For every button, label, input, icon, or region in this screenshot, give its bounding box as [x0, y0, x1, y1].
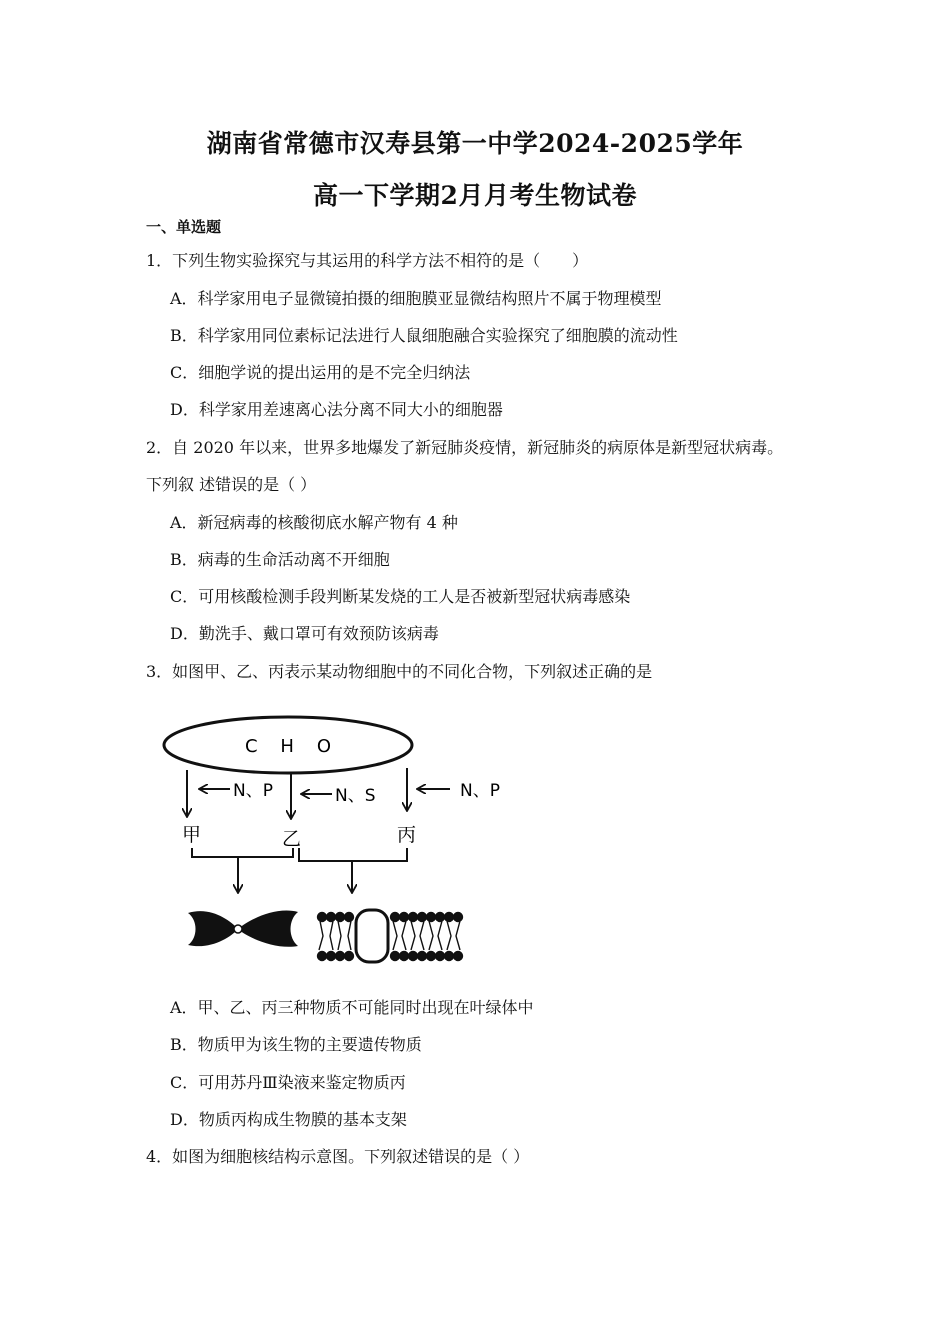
question-2-stem-line1: 2．自 2020 年以来，世界多地爆发了新冠肺炎疫情，新冠肺炎的病原体是新型冠状病毒。 [146, 438, 784, 457]
question-2-option-a: A．新冠病毒的核酸彻底水解产物有 4 种 [170, 513, 458, 532]
chromosome-icon [188, 911, 298, 947]
question-1-stem: 1．下列生物实验探究与其运用的科学方法不相符的是（ ） [146, 251, 589, 270]
question-2-option-b: B．病毒的生命活动离不开细胞 [170, 550, 390, 569]
bracket-yi-bing [299, 848, 407, 861]
compound-bing: 丙 [397, 824, 417, 846]
bracket-jia-yi [192, 848, 293, 857]
question-4-stem: 4．如图为细胞核结构示意图。下列叙述错误的是（ ） [146, 1147, 530, 1166]
question-2-option-d: D．勤洗手、戴口罩可有效预防该病毒 [170, 624, 439, 643]
question-1-option-c: C．细胞学说的提出运用的是不完全归纳法 [170, 363, 471, 382]
exam-title-line2: 高一下学期2月月考生物试卷 [313, 181, 637, 210]
input-label-1: N、P [233, 781, 273, 801]
question-1-option-a: A．科学家用电子显微镜拍摄的细胞膜亚显微结构照片不属于物理模型 [170, 289, 662, 308]
question-2-option-c: C．可用核酸检测手段判断某发烧的工人是否被新型冠状病毒感染 [170, 587, 631, 606]
cho-label: C H O [244, 736, 332, 757]
compound-diagram [150, 700, 530, 990]
question-3-option-a: A．甲、乙、丙三种物质不可能同时出现在叶绿体中 [170, 998, 534, 1017]
section-heading: 一、单选题 [146, 218, 222, 236]
exam-title-line1: 湖南省常德市汉寿县第一中学2024-2025学年 [206, 129, 744, 158]
compound-yi: 乙 [282, 828, 302, 850]
question-1-option-b: B．科学家用同位素标记法进行人鼠细胞融合实验探究了细胞膜的流动性 [170, 326, 678, 345]
question-3-option-b: B．物质甲为该生物的主要遗传物质 [170, 1035, 422, 1054]
cell-membrane-icon [318, 910, 463, 962]
compound-jia: 甲 [182, 824, 202, 846]
input-label-2: N、S [335, 786, 376, 806]
input-label-3: N、P [460, 781, 500, 801]
question-1-option-d: D．科学家用差速离心法分离不同大小的细胞器 [170, 400, 503, 419]
question-3-stem: 3．如图甲、乙、丙表示某动物细胞中的不同化合物，下列叙述正确的是 [146, 662, 653, 681]
question-3-option-d: D．物质丙构成生物膜的基本支架 [170, 1110, 407, 1129]
question-2-stem-line2: 下列叙 述错误的是（ ） [146, 475, 317, 494]
question-3-option-c: C．可用苏丹Ⅲ染液来鉴定物质丙 [170, 1073, 406, 1092]
